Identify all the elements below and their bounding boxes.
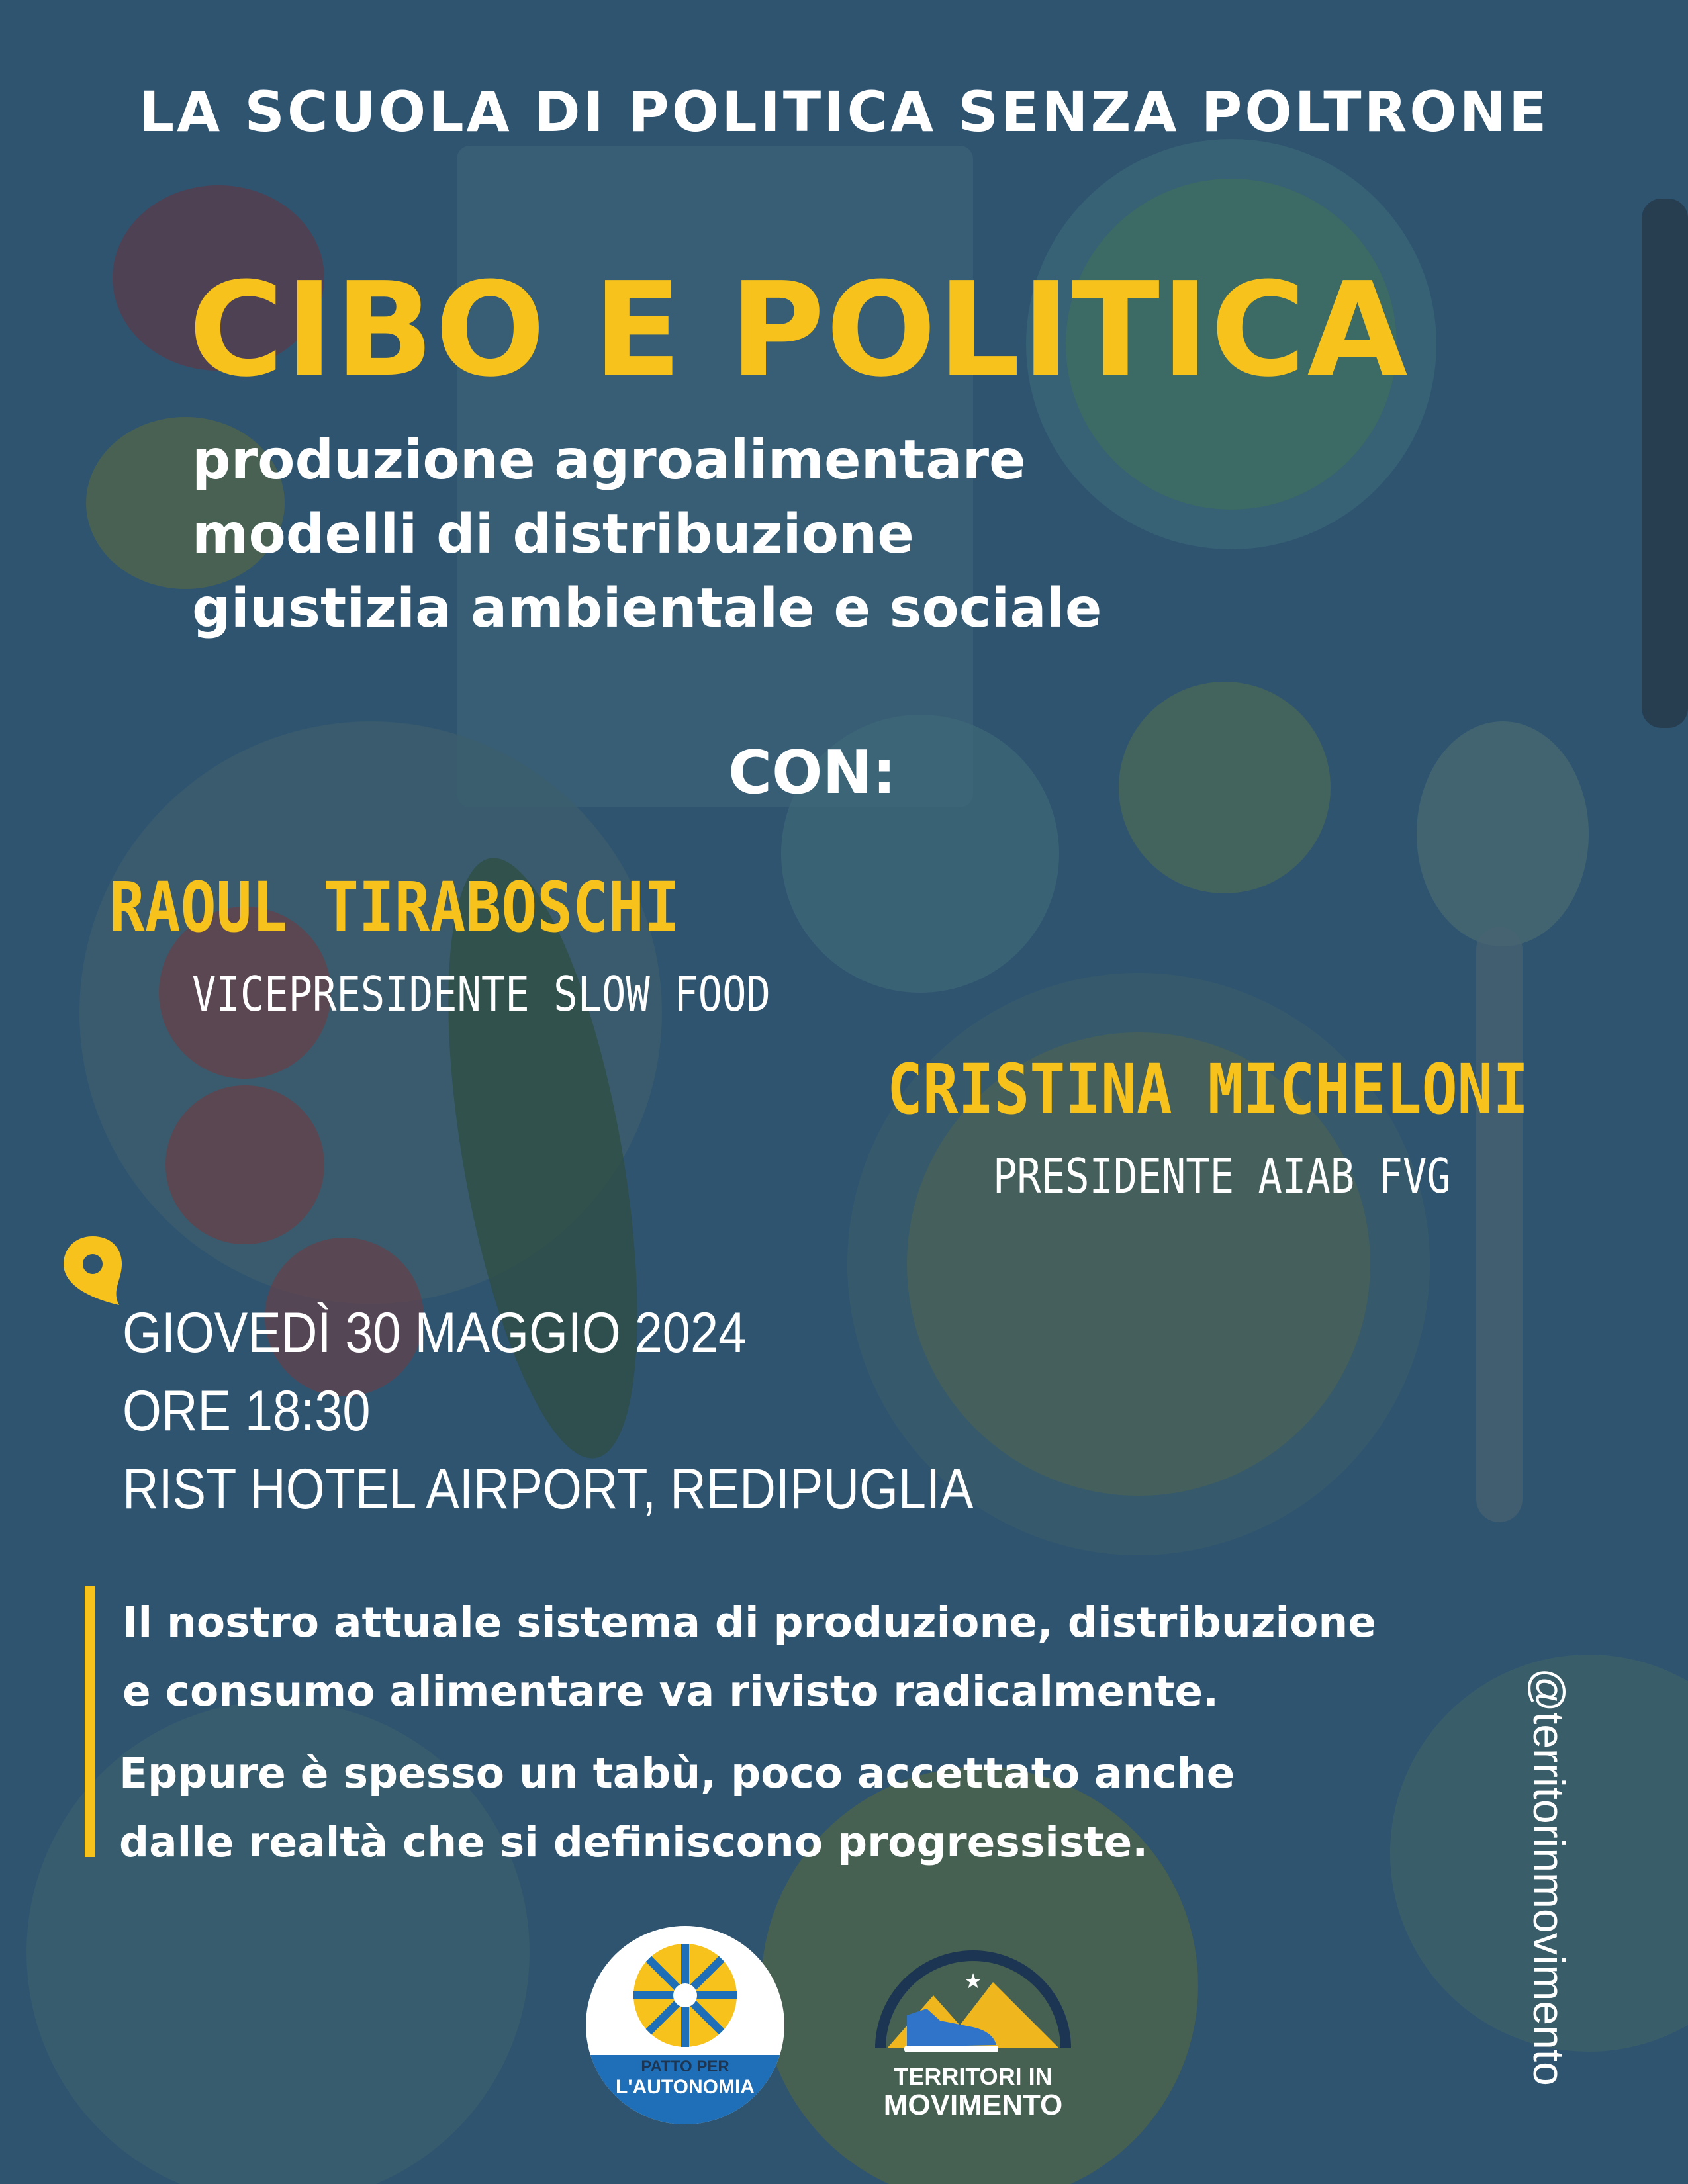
subtitle-list xyxy=(192,424,1102,646)
territori-logo-line1: TERRITORI IN xyxy=(894,2063,1053,2090)
territori-movimento-logo xyxy=(861,1916,1086,2128)
event-details xyxy=(122,1294,1090,1528)
subtitle-line: produzione agroalimentare xyxy=(192,429,1026,492)
event-time: ORE 18:30 xyxy=(122,1379,371,1443)
with-label: CON: xyxy=(728,738,896,807)
map-pin-icon xyxy=(58,1231,131,1310)
quote-block xyxy=(122,1588,1376,1726)
subtitle-line: giustizia ambientale e sociale xyxy=(192,577,1102,640)
event-place: RIST HOTEL AIRPORT, REDIPUGLIA xyxy=(122,1457,974,1521)
quote-line: Eppure è spesso un tabù, poco accettato anche xyxy=(119,1749,1235,1797)
svg-text:★: ★ xyxy=(964,1971,982,1991)
speaker-role: VICEPRESIDENTE SLOW FOOD xyxy=(192,966,771,1022)
event-title: CIBO E POLITICA xyxy=(189,255,1409,406)
speaker-role: PRESIDENTE AIAB FVG xyxy=(993,1148,1451,1204)
patto-logo-line1: PATTO PER xyxy=(641,2058,729,2075)
quote-accent-bar xyxy=(85,1586,95,1857)
quote-line: e consumo alimentare va rivisto radicalmente. xyxy=(122,1667,1219,1715)
speaker-name: RAOUL TIRABOSCHI xyxy=(109,867,680,948)
patto-autonomia-logo xyxy=(583,1923,788,2128)
header-tagline: LA SCUOLA DI POLITICA SENZA POLTRONE xyxy=(138,79,1550,144)
speaker-name: CRISTINA MICHELONI xyxy=(887,1049,1529,1130)
territori-logo-line2: MOVIMENTO xyxy=(883,2089,1063,2121)
subtitle-line: modelli di distribuzione xyxy=(192,503,914,566)
social-handle-text: @territorinmovimento xyxy=(1524,1668,1573,2086)
quote-line: Il nostro attuale sistema di produzione, distribuzione xyxy=(122,1598,1376,1647)
quote-line: dalle realtà che si definiscono progressiste. xyxy=(119,1818,1149,1866)
quote-block-2 xyxy=(119,1739,1235,1877)
patto-logo-line2: L'AUTONOMIA xyxy=(616,2076,755,2098)
event-date: GIOVEDÌ 30 MAGGIO 2024 xyxy=(122,1301,747,1365)
